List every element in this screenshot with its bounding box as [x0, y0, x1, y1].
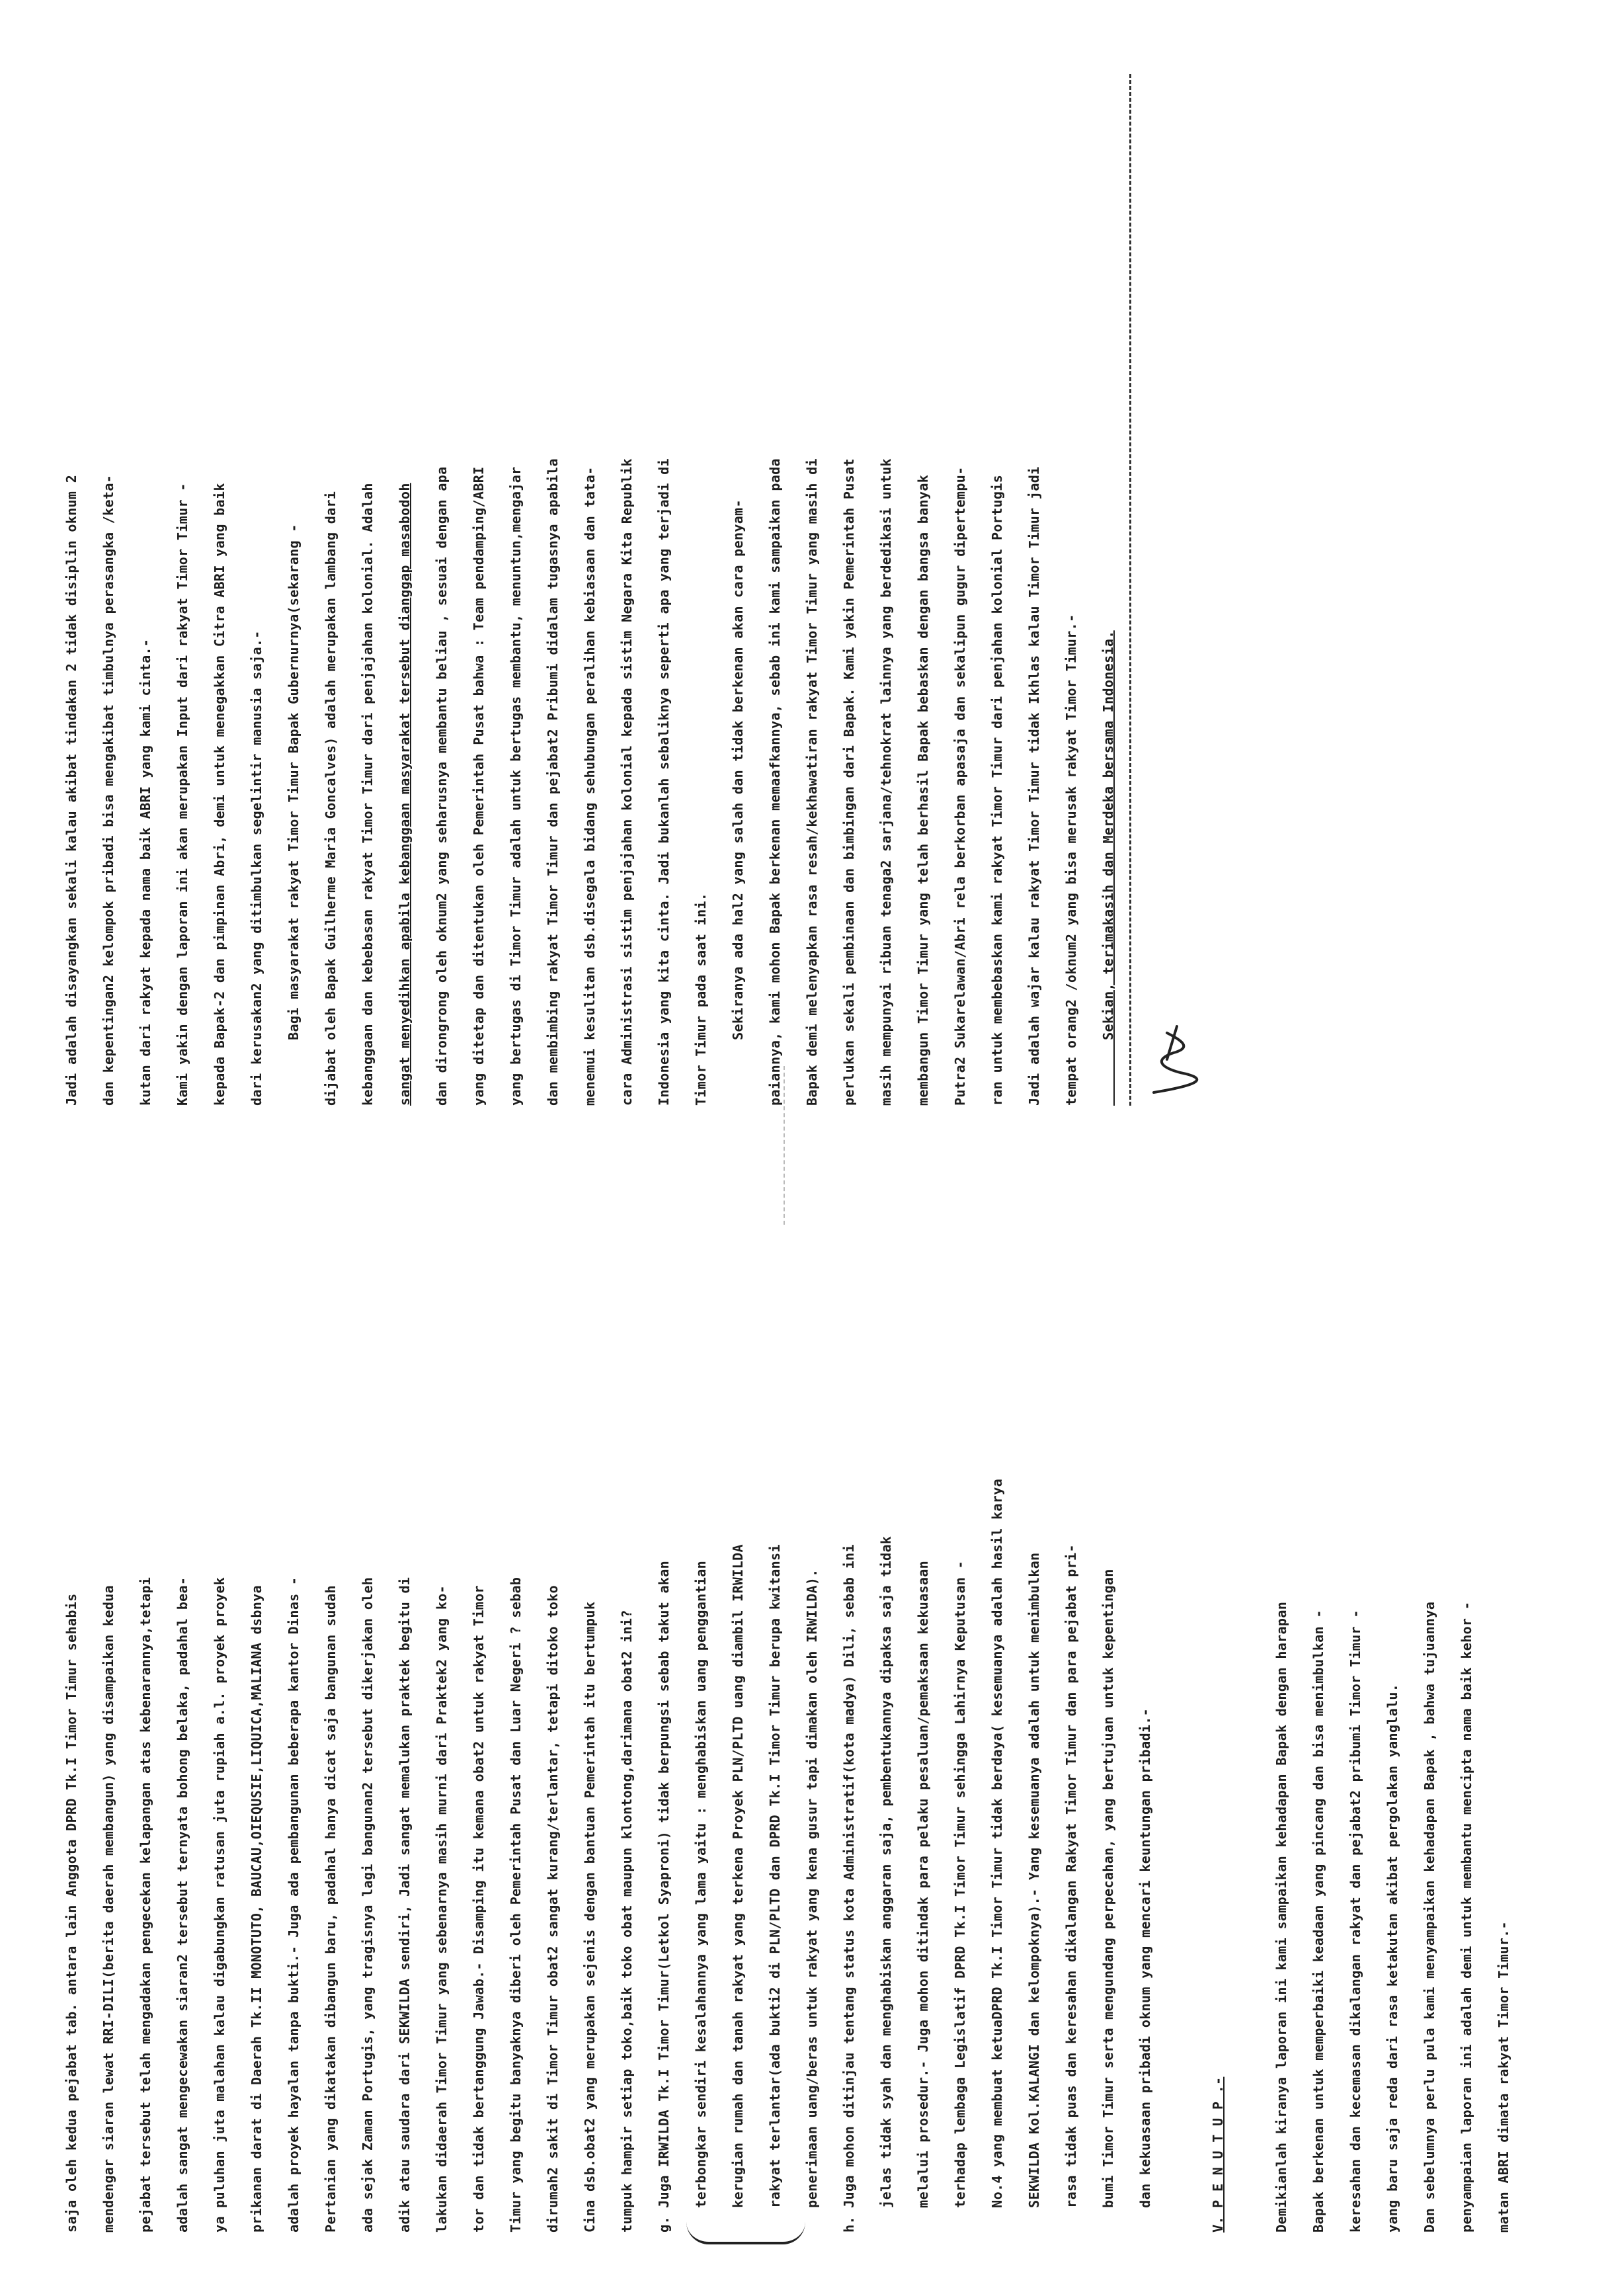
text-line: dan kepentingan2 kelompok pribadi bisa mengakibat timbulnya perasangka /keta-: [100, 474, 116, 1106]
text-line: menemui kesulitan dsb.disegala bidang sehubungan peralihan kebiasaan dan tata-: [582, 466, 598, 1106]
text-line: Jadi adalah wajar kalau rakyat Timor Timur tidak Ikhlas kalau Timor Timur jadi: [1026, 466, 1042, 1106]
text-line: matan ABRI dimata rakyat Timor Timur.-: [1496, 1921, 1511, 2233]
text-line: ya puluhan juta malahan kalau digabungkan ratusan juta rupiah a.l. proyek proyek: [212, 1577, 227, 2233]
paragraph-start: Bagi masyarakat rakyat Timor Timur Bapak Gubernurnya(sekarang -: [286, 524, 302, 1106]
left-column: [53, 1214, 1522, 2233]
text-line: dari kerusakan2 yang ditimbulkan segelintir manusia saja.-: [249, 630, 264, 1106]
text-line: kepada Bapak-2 dan pimpinan Abri, demi untuk menegakkan Citra ABRI yang baik: [212, 483, 227, 1106]
text-line: kutan dari rakyat kepada nama baik ABRI yang kami cinta.-: [138, 638, 153, 1106]
text-line: yang baru saja reda dari rasa ketakutan akibat pergolakan yanglalu.: [1385, 1683, 1400, 2233]
text-line: Timor Timur pada saat ini.: [693, 892, 709, 1106]
text-line: dijabat oleh Bapak Guilherme Maria Goncalves) adalah merupakan lambang dari: [323, 491, 339, 1106]
paragraph-start: Sekiranya ada hal2 yang salah dan tidak berkenan akan cara penyam-: [730, 499, 746, 1106]
text-line: Timur yang begitu banyaknya diberi oleh Pemerintah Pusat dan Luar Negeri ? sebab: [508, 1577, 524, 2233]
list-item-g: g. Juga IRWILDA Tk.I Timor Timur(Letkol Syaproni) tidak berpungsi sebab takut akan: [656, 1560, 672, 2233]
text-line: SEKWILDA Kol.KALANGI dan kelompoknya).- Yang kesemuanya adalah untuk menimbulkan: [1026, 1552, 1042, 2233]
text-line: penerimaan uang/beras untuk rakyat yang kena gusur tapi dimakan oleh IRWILDA).: [804, 1569, 820, 2233]
text-line: perlukan sekali pembinaan dan bimbingan dari Bapak. Kami yakin Pemerintah Pusat: [841, 458, 857, 1106]
text-line: terhadap lembaga Legislatif DPRD Tk.I Timor Timur sehingga Lahirnya Keputusan -: [952, 1560, 968, 2233]
text-line: membangun Timor Timur yang telah berhasil Bapak bebaskan dengan bangsa banyak: [915, 474, 931, 1106]
text-line: Bapak demi melenyapkan rasa resah/kekhawatiran rakyat Timor Timur yang masih di: [804, 458, 820, 1106]
closing-line: Sekian, terimakasih dan Merdeka bersama Indonesia.: [1100, 630, 1116, 1106]
text-line: dan kekuasaan pribadi oknum yang mencari keuntungan pribadi.-: [1137, 1707, 1153, 2233]
text-line: dan dirongrong oleh oknum2 yang seharusnya membantu beliau , sesuai dengan apa: [434, 466, 450, 1106]
text-line: kebanggaan dan kebebasan rakyat Timor Timur dari penjajahan kolonial. Adalah: [360, 483, 376, 1106]
text-line: yang ditetap dan ditentukan oleh Pemerintah Pusat bahwa : Team pendamping/ABRI: [471, 466, 487, 1106]
text-line: Jadi adalah disayangkan sekali kalau akibat tindakan 2 tidak disiplin oknum 2: [63, 474, 79, 1106]
text-line: Putra2 Sukarelawan/Abri rela berkorban apasaja dan sekalipun gugur dipertempu-: [952, 466, 968, 1106]
text-line: No.4 yang membuat ketuaDPRD Tk.I Timor Timur tidak berdaya( kesemuanya adalah hasil karya: [989, 1479, 1005, 2233]
text-line: dirumah2 sakit di Timor Timur obat2 sangat kurang/terlantar, tetapi ditoko toko: [545, 1585, 561, 2233]
dashed-divider: [1129, 74, 1131, 1106]
text-line: cara Administrasi sistim penjajahan kolonial kepada sistim Negara Kita Republik: [619, 458, 635, 1106]
text-line: masih mempunyai ribuan tenaga2 sarjana/tehnokrat lainnya yang berdedikasi untuk: [878, 458, 894, 1106]
text-line: paiannya, kami mohon Bapak berkenan memaafkannya, sebab ini kami sampaikan pada: [767, 458, 783, 1106]
text-line: penyampaian laporan ini adalah demi untuk membantu mencipta nama baik kehor -: [1459, 1601, 1474, 2233]
text-line: yang bertugas di Timor Timur adalah untuk bertugas membantu, menuntun,mengajar: [508, 466, 524, 1106]
text-line: ada sejak Zaman Portugis, yang tragisnya lagi bangunan2 tersebut dikerjakan oleh: [360, 1577, 376, 2233]
list-item-h: h. Juga mohon ditinjau tentang status kota Administratif(kota madya) Dili, sebab ini: [841, 1544, 857, 2233]
text-line: tumpuk hampir setiap toko,baik toko obat maupun klontong,darimana obat2 ini?: [619, 1610, 635, 2233]
text-line: adalah sangat mengecewakan siaran2 tersebut ternyata bohong belaka, padahal bea-: [175, 1577, 190, 2233]
text-line: adalah proyek hayalan tanpa bukti.- Juga ada pembangunan beberapa kantor Dinas -: [286, 1577, 302, 2233]
text-line: terbongkar sendiri kesalahannya yang lama yaitu : menghabiskan uang penggantian: [693, 1560, 709, 2233]
text-line: tor dan tidak bertanggung Jawab.- Disamping itu kemana obat2 untuk rakyat Timor: [471, 1585, 487, 2233]
text-line: lakukan didaerah Timor Timur yang sebenarnya masih murni dari Praktek2 yang ko-: [434, 1585, 450, 2233]
text-line: saja oleh kedua pejabat tab. antara lain Anggota DPRD Tk.I Timor Timur sehabis: [63, 1593, 79, 2233]
text-line: mendengar siaran lewat RRI-DILI(berita daerah membangun) yang disampaikan kedua: [100, 1585, 116, 2233]
text-line: Bapak berkenan untuk memperbaiki keadaan yang pincang dan bisa menimbulkan -: [1310, 1610, 1326, 2233]
text-line: pejabat tersebut telah mengadakan pengecekan kelapangan atas kebenarannya,tetapi: [138, 1577, 153, 2233]
text-line: Demikianlah kiranya laporan ini kami sampaikan kehadapan Bapak dengan harapan: [1273, 1601, 1289, 2233]
text-line: kerugian rumah dan tanah rakyat yang terkena Proyek PLN/PLTD uang diambil IRWILDA: [730, 1544, 746, 2233]
text-line: dan membimbing rakyat Timor Timur dan pejabat2 Pribumi didalam tugasnya apabila: [545, 458, 561, 1106]
section-heading: V. P E N U T U P .-: [1210, 2076, 1226, 2233]
right-column: [53, 74, 1127, 1106]
text-line: keresahan dan kecemasan dikalangan rakyat dan pejabat2 pribumi Timor Timur -: [1347, 1610, 1363, 2233]
text-line: adik atau saudara dari SEKWILDA sendiri, Jadi sangat memalukan praktek begitu di: [397, 1577, 413, 2233]
text-line: melalui prosedur.- Juga mohon ditindak para pelaku pesaluan/pemaksaan kekuasaan: [915, 1560, 931, 2233]
text-line: jelas tidak syah dan menghabiskan anggaran saja, pembentukannya dipaksa saja tidak: [878, 1536, 894, 2233]
handwritten-signature: [1141, 1020, 1230, 1099]
text-line: tempat orang2 /oknum2 yang bisa merusak rakyat Timor Timur.-: [1063, 614, 1079, 1106]
text-line: Indonesia yang kita cinta. Jadi bukanlah sebaliknya seperti apa yang terjadi di: [656, 458, 672, 1106]
text-line: rakyat terlantar(ada bukti2 di PLN/PLTD dan DPRD Tk.I Timor Timur berupa kwitansi: [767, 1544, 783, 2233]
text-line: Pertanian yang dikatakan dibangun baru, padahal hanya dicat saja bangunan sudah: [323, 1585, 339, 2233]
text-line: Kami yakin dengan laporan ini akan merupakan Input dari rakyat Timor Timur -: [175, 483, 190, 1106]
fold-mark: [784, 1066, 785, 1225]
text-line: ran untuk membebaskan kami rakyat Timor Timur dari penjahan kolonial Portugis: [989, 474, 1005, 1106]
text-line: rasa tidak puas dan keresahan dikalangan Rakyat Timor Timur dan para pejabat pri-: [1063, 1544, 1079, 2233]
margin-bracket: [686, 2222, 805, 2244]
text-line: bumi Timor Timur serta mengundang perpecahan, yang bertujuan untuk kepentingan: [1100, 1569, 1116, 2233]
text-line: prikanan darat di Daerah Tk.II MONOTUTO, BAUCAU,OIEQUSIE,LIQUICA,MALIANA dsbnya: [249, 1585, 264, 2233]
text-line: sangat menyedihkan apabila kebanggaan masyarakat tersebut dianggap masabodoh: [397, 483, 413, 1106]
text-line: Dan sebelumnya perlu pula kami menyampaikan kehadapan Bapak , bahwa tujuannya: [1422, 1601, 1437, 2233]
text-line: Cina dsb.obat2 yang merupakan sejenis dengan bantuan Pemerintah itu bertumpuk: [582, 1601, 598, 2233]
